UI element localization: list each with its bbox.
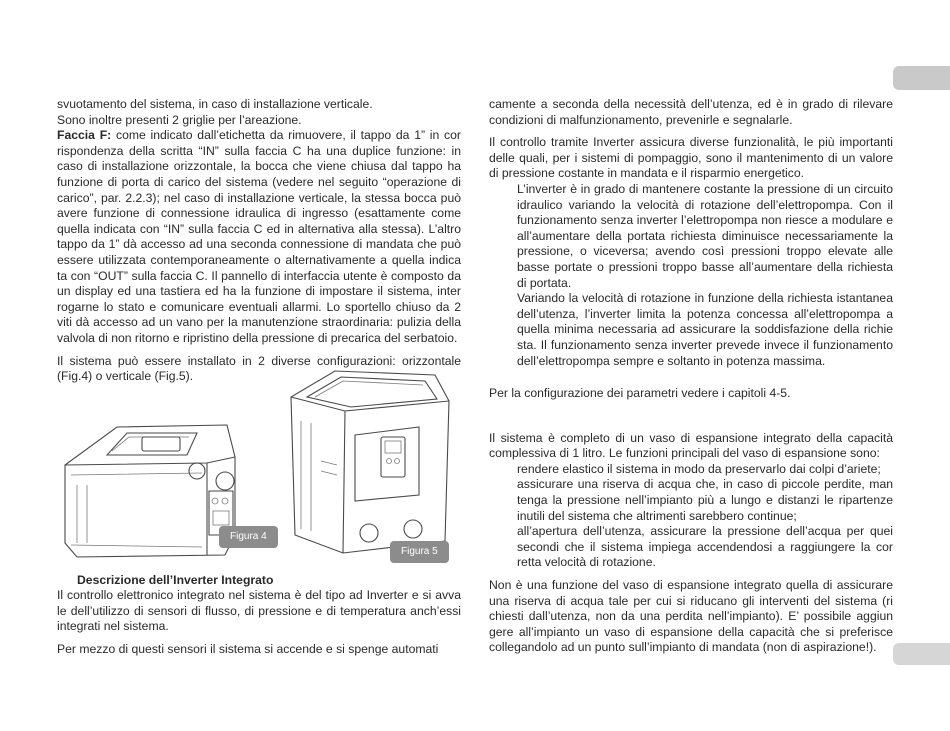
figures-area xyxy=(57,393,461,573)
figure-5-label: Figura 5 xyxy=(390,541,449,563)
pump-vertical-illustration xyxy=(285,361,455,561)
right-column xyxy=(489,97,893,656)
paragraph-r4: Variando la velocità di rotazione in funzione della richiesta istantanea dell’utenza, l’inverter limita la potenza concessa all’elettropompa a quella minima necessaria ad assicurare la soddisfazione della richie sta. Il funzionamento senza inverter prevede invece il funzionamento dell’elettropompa sempre e soltanto in potenza massima. xyxy=(517,291,893,368)
paragraph-r7: rendere elastico il sistema in modo da preservarlo dai colpi d’ariete; xyxy=(517,461,881,476)
left-column xyxy=(57,97,461,658)
paragraph-r8: assicurare una riserva di acqua che, in caso di piccole perdite, man tenga la pressione nell’impianto più a lungo e distanzi le ripartenze inutili del sistema che altrimenti sarebbero continue; xyxy=(517,477,893,523)
paragraph-r2: Il controllo tramite Inverter assicura diverse funzionalità, le più importanti delle quali, per i sistemi di pompaggio, sono il mantenimento di un valore di pressione costante in mandata e il risparmio energetico. xyxy=(489,135,893,181)
sensors-paragraph: Per mezzo di questi sensori il sistema si accende e si spenge automati xyxy=(57,642,439,657)
subheading-inverter: Descrizione dell’Inverter Integrato xyxy=(77,572,274,587)
paragraph-r5: Per la configurazione dei parametri vedere i capitoli 4-5. xyxy=(489,386,791,401)
section-tab-bottom xyxy=(893,643,950,665)
figure-4-label: Figura 4 xyxy=(219,526,278,548)
paragraph-r6: Il sistema è completo di un vaso di espansione integrato della capacità complessiva di 1 litro. Le funzioni principali del vaso di espansione sono: xyxy=(489,430,893,461)
faccia-f-paragraph xyxy=(57,128,461,346)
section-tab-top xyxy=(893,66,950,90)
paragraph-line: svuotamento del sistema, in caso di installazione verticale. xyxy=(57,97,373,111)
faccia-f-text: come indicato dall’etichetta da rimuovere, il tappo da 1” in cor rispondenza della scritta “IN” sulla faccia C ha una duplice funzione: in caso di installazione orizzontale, la bocca che viene chiusa dal tappo ha funzione di porta di carico del sistema (vedere nel seguito “operazione di carico”, par. 2.2.3); nel caso di installazione verticale, la stessa bocca può avere funzione di connessione idraulica di ingresso (esattamente come quella indicata con “IN” sulla faccia C ed in alternativa alla stessa). L’altro tappo da 1” dà accesso ad una seconda connessione di mandata che può essere utilizzata contemporaneamente o alternativamente a quella indica ta con “OUT” sulla faccia C. Il pannello di interfaccia utente è composto da un display ed una tastiera ed ha la funzione di impostare il sistema, inter rogarne lo stato e comunicare eventuali allarmi. Lo sportello chiuso da 2 viti dà accesso ad un vano per la manutenzione straordinaria: pulizia della valvola di non ritorno e ripristino della pressione di precarica del serbatoio. xyxy=(57,128,461,345)
paragraph-line: Sono inoltre presenti 2 griglie per l’areazione. xyxy=(57,112,302,127)
inverter-paragraph: Il controllo elettronico integrato nel sistema è del tipo ad Inverter e si avva le dell’utilizzo di sensori di flusso, di pressione e di temperatura anch’essi integrati nel sistema. xyxy=(57,588,461,634)
paragraph-r1: camente a seconda della necessità dell’utenza, ed è in grado di rilevare condizioni di malfunzionamento, prevenirle e segnalarle. xyxy=(489,97,893,127)
paragraph-r10: Non è una funzione del vaso di espansione integrato quella di assicurare una riserva di acqua tale per cui si riducano gli interventi del sistema (ri chiesti dall’utenza, non da una perdita nell’impianto). E’ possibile aggiun gere all’impianto un vaso di espansione della capacità che si preferisce collegandolo ad un punto sull’impianto di mandata (non di aspirazione!). xyxy=(489,578,893,655)
configurations-paragraph: Il sistema può essere installato in 2 diverse configurazioni: orizzontale (Fig.4) o verticale (Fig.5). xyxy=(57,353,461,384)
faccia-f-label: Faccia F: xyxy=(57,128,112,143)
paragraph-r9: all’apertura dell’utenza, assicurare la pressione dell’acqua per quei secondi che il sistema impiega accendendosi a raggiungere la cor retta velocità di rotazione. xyxy=(517,524,893,570)
paragraph-r3: L’inverter è in grado di mantenere costante la pressione di un circuito idraulico variando la velocità di rotazione dell’elettropompa. Con il funzionamento senza inverter l’elettropompa non riesce a modulare e all’aumentare della portata richiesta diminuisce necessariamente la pressione, o viceversa; avendo così pressioni troppo elevate alle basse portate o pressioni troppo basse all’aumentare della richiesta di portata. xyxy=(517,181,893,290)
